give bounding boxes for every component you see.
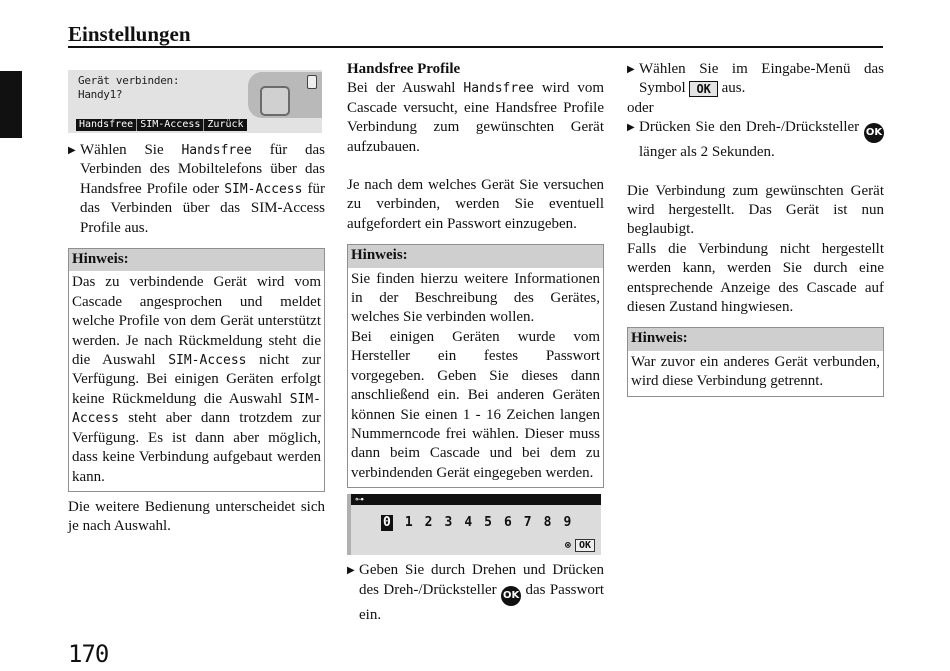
note-text: Das zu verbindende Gerät wird vom Cascade angesprochen und meldet welche Profile von dem Gerät unterstützt werden. Je nach Rückmeldung steht die die Auswahl SIM-Access nicht zur Verfügung. Bei einigen Geräten erfolgt keine Rückmeldung die Auswahl SIM-Access steht aber dann trotzdem zur Verfügung. Es ist dann aber möglich, dass keine Verbindung aufgebaut werden kann. [72, 274, 321, 485]
device-screen-password [347, 494, 601, 555]
paragraph: Die Verbindung zum gewünschten Gerät wird hergestellt. Das Gerät ist nun beglaubigt. [627, 182, 884, 238]
paragraph: Bei der Auswahl Handsfree wird vom Cascade versucht, eine Handsfree Profile Verbindung zum gewünschten Gerät aufzubauen. [347, 80, 604, 155]
ok-knob-icon: OK [864, 123, 884, 143]
digit: 5 [484, 515, 492, 531]
ok-symbol-icon: OK [689, 81, 717, 97]
softkey-handsfree: Handsfree [76, 119, 137, 131]
ok-knob-icon: OK [501, 586, 521, 606]
instruction-text: Wählen Sie im Eingabe-Menü das Symbol OK aus. [639, 61, 884, 97]
page-number: 170 [68, 640, 109, 668]
digit: 6 [503, 515, 512, 531]
instruction-text: Drücken Sie den Dreh-/Drücksteller OK länger als 2 Sekunden. [639, 119, 883, 161]
paragraph: Je nach dem welches Gerät Sie versuchen zu verbinden, werden Sie eventuell aufgefordert ein Passwort einzugeben. [347, 177, 604, 232]
paragraph: Falls die Verbindung nicht hergestellt werden kann, werden Sie durch eine entsprechende Anzeige des Cascade auf diesen Zustand hingwiesen. [627, 240, 884, 316]
softkey-sim-access: SIM-Access [137, 119, 204, 131]
note-heading: Hinweis: [69, 249, 324, 271]
chapter-tab-marker [0, 71, 22, 138]
digit: 2 [424, 515, 433, 531]
screen-line-1: Gerät verbinden: [78, 74, 180, 87]
note-box [627, 327, 884, 396]
paragraph: Die weitere Bedienung unterscheidet sich je nach Auswahl. [68, 498, 325, 535]
note-text: Sie finden hierzu weitere Informationen in der Beschreibung des Gerätes, welches Sie verbinden wollen. Bei einigen Geräten wurde vom Hersteller ein festes Passwort vorgegeben. Geben Sie dieses dann anschließend ein. Bei anderen Geräten können Sie einen 1 - 16 Zeichen langen Nummerncode frei wählen. Dieser muss dann beim Cascade und bei dem zu verbindenden Gerät eingegeben werden. [351, 270, 600, 481]
note-heading: Hinweis: [628, 328, 883, 350]
instruction-bullet [627, 118, 884, 162]
phone-icon [307, 75, 317, 89]
digit: 1 [404, 515, 413, 531]
title-rule [68, 46, 883, 48]
bullet-arrow-icon: ▶ [347, 565, 355, 577]
digit: 8 [543, 515, 552, 531]
cancel-icon: ⊗ [564, 540, 571, 552]
digit-row [381, 515, 571, 531]
screen-softkeys [76, 119, 247, 131]
instruction-text: Geben Sie durch Drehen und Drücken des Dreh-/Drücksteller OK das Passwort ein. [359, 562, 605, 623]
note-box [68, 248, 325, 492]
bullet-arrow-icon: ▶ [68, 145, 76, 156]
screen-ok-area [565, 536, 595, 555]
paragraph: oder [627, 99, 654, 116]
instruction-bullet [68, 141, 325, 238]
instruction-bullet [347, 561, 604, 625]
digit: 9 [563, 515, 572, 531]
column-left [68, 60, 325, 537]
note-box [347, 244, 604, 488]
page-title: Einstellungen [68, 22, 191, 46]
digit: 0 [383, 515, 391, 531]
note-heading: Hinweis: [348, 245, 603, 267]
screen-ok-label: OK [575, 539, 595, 552]
screen-line-2: Handy1? [78, 88, 123, 101]
bullet-arrow-icon: ▶ [627, 122, 635, 134]
column-right [627, 60, 884, 397]
key-icon: ⊶ [355, 495, 364, 506]
bullet-arrow-icon: ▶ [627, 64, 635, 75]
device-screen-connect [68, 70, 322, 133]
softkey-zurueck: Zurück [207, 119, 244, 130]
digit: 3 [444, 515, 453, 531]
section-heading: Handsfree Profile [347, 61, 461, 77]
digit: 7 [523, 515, 532, 531]
digit: 4 [464, 515, 473, 531]
column-middle [347, 60, 604, 625]
instruction-bullet [627, 60, 884, 99]
instruction-text: Wählen Sie Handsfree für das Verbinden des Mobiltelefons über das Handsfree Profile oder SIM-Access für das Verbinden über das SIM-Access Profile aus. [80, 142, 325, 236]
note-text: War zuvor ein anderes Gerät verbunden, wird diese Verbindung getrennt. [631, 353, 880, 390]
